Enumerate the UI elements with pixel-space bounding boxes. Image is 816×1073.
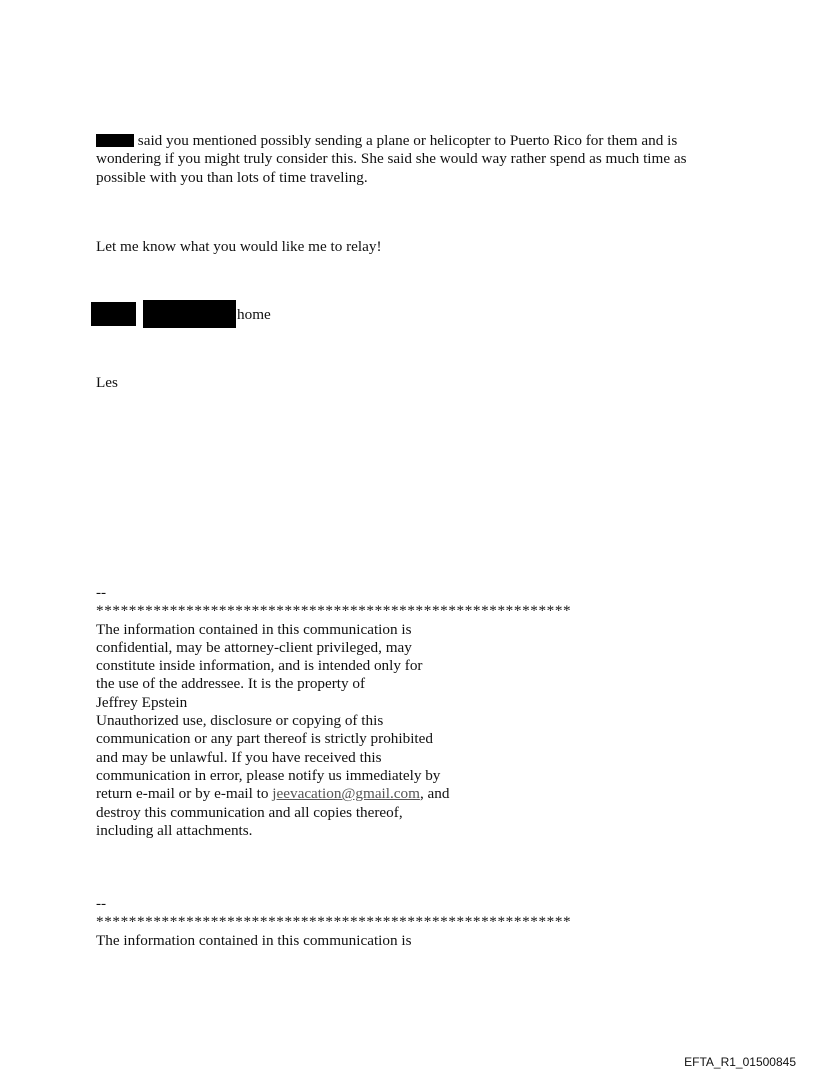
disclaimer-1-line: The information contained in this communication is [96,620,412,638]
redaction-block [143,300,236,328]
disclaimer-1-line: the use of the addressee. It is the property of [96,675,366,693]
disclaimer-1-line: Unauthorized use, disclosure or copying of this [96,712,384,730]
disclaimer-2-stars: ********************************************************** [96,913,572,931]
redaction-block [96,134,134,147]
signature: Les [96,374,118,391]
disclaimer-1 [96,584,571,840]
disclaimer-1-stars: ********************************************************** [96,602,572,620]
home-line-text: home [237,306,271,323]
disclaimer-1-line: including all attachments. [96,821,253,839]
paragraph-1-line-3: possible with you than lots of time traveling. [96,168,368,186]
email-link[interactable]: jeevacation@gmail.com [272,785,420,803]
disclaimer-2-line: The information contained in this communication is [96,931,412,949]
disclaimer-1-line: and may be unlawful. If you have received this [96,748,382,766]
disclaimer-1-return-line: return e-mail or by e-mail to jeevacation@gmail.com, and [96,785,450,803]
disclaimer-1-line: communication in error, please notify us immediately by [96,766,441,784]
disclaimer-1-line: constitute inside information, and is intended only for [96,657,423,675]
disclaimer-1-line: confidential, may be attorney-client privileged, may [96,638,412,656]
disclaimer-2-dashes: -- [96,895,107,912]
disclaimer-1-dashes: -- [96,584,107,601]
redaction-block [91,302,136,326]
disclaimer-1-line: destroy this communication and all copies thereof, [96,803,403,821]
message-paragraph-1 [96,132,687,187]
message-paragraph-2: Let me know what you would like me to relay! [96,238,382,255]
bates-number: EFTA_R1_01500845 [684,1055,796,1069]
disclaimer-1-line: communication or any part thereof is strictly prohibited [96,730,433,748]
paragraph-1-line-2: wondering if you might truly consider this. She said she would way rather spend as much time as [96,150,687,168]
paragraph-1-line-1: said you mentioned possibly sending a plane or helicopter to Puerto Rico for them and is [134,132,678,149]
disclaimer-1-line: Jeffrey Epstein [96,693,188,711]
disclaimer-2 [96,895,571,950]
